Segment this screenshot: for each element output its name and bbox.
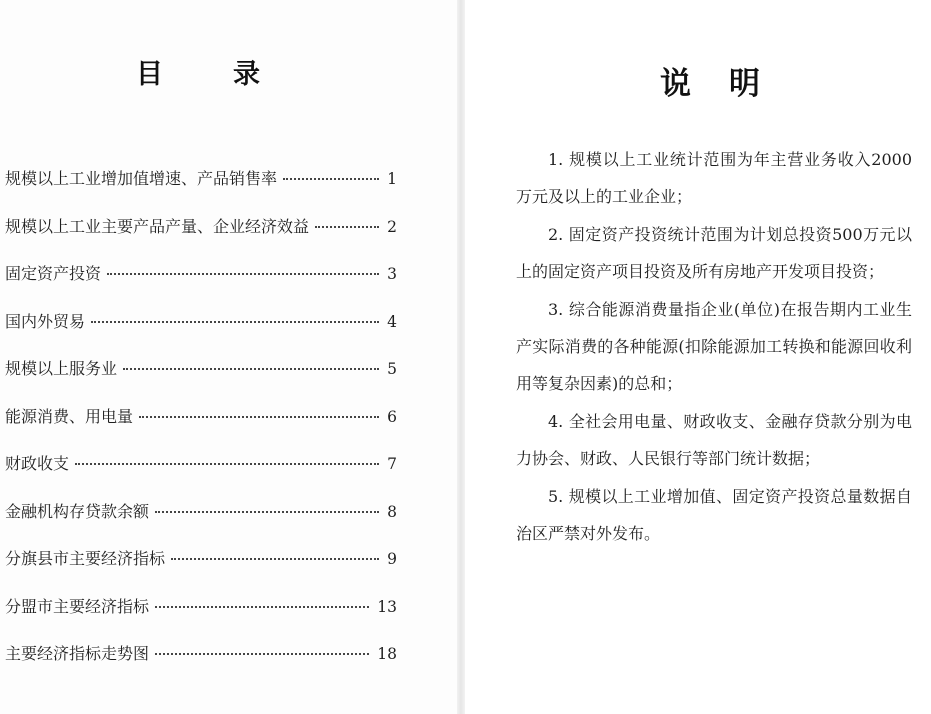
toc-title bbox=[136, 52, 260, 91]
note-paragraph: 2. 固定资产投资统计范围为计划总投资500万元以上的固定资产项目投资及所有房地产开发项目投资； bbox=[516, 224, 912, 282]
toc-entry-page: 6 bbox=[387, 407, 397, 426]
toc-entry[interactable] bbox=[5, 356, 397, 404]
toc-entry[interactable] bbox=[5, 261, 397, 309]
toc-leader-dots bbox=[139, 416, 379, 418]
toc-entry[interactable] bbox=[5, 166, 397, 214]
toc-entry-label: 规模以上工业主要产品产量、企业经济效益 bbox=[5, 216, 310, 236]
toc-entry-page: 4 bbox=[387, 312, 397, 331]
toc-entry-page: 13 bbox=[377, 597, 397, 616]
toc-entry-label: 规模以上服务业 bbox=[5, 359, 118, 378]
toc-entry-label: 规模以上工业增加值增速、产品销售率 bbox=[5, 169, 278, 188]
notes-page bbox=[465, 0, 931, 714]
toc-entry[interactable] bbox=[5, 309, 397, 357]
toc-leader-dots bbox=[155, 653, 369, 655]
toc-leader-dots bbox=[107, 273, 379, 275]
toc-entry-label: 能源消费、用电量 bbox=[5, 406, 134, 426]
toc-entry-label: 国内外贸易 bbox=[5, 311, 86, 331]
toc-leader-dots bbox=[283, 178, 379, 180]
toc-leader-dots bbox=[155, 606, 369, 608]
toc-entry[interactable] bbox=[5, 214, 397, 262]
toc-entry[interactable] bbox=[5, 499, 397, 547]
notes-body bbox=[516, 141, 912, 552]
toc-entry-label: 财政收支 bbox=[5, 454, 70, 473]
toc-leader-dots bbox=[75, 463, 379, 465]
toc-entry-page: 5 bbox=[387, 360, 397, 378]
toc-entry[interactable] bbox=[5, 404, 397, 452]
toc-entry-page: 18 bbox=[377, 645, 397, 663]
toc-entry-page: 9 bbox=[387, 550, 397, 568]
toc-entry-label: 分旗县市主要经济指标 bbox=[5, 549, 166, 568]
toc-entry-page: 1 bbox=[387, 170, 397, 188]
toc-entry-label: 主要经济指标走势图 bbox=[5, 644, 150, 663]
toc-entry-label: 金融机构存贷款余额 bbox=[5, 501, 150, 521]
notes-title-char-1: 说 bbox=[660, 66, 691, 102]
toc-list bbox=[5, 166, 397, 689]
note-paragraph: 1. 规模以上工业统计范围为年主营业务收入2000万元及以上的工业企业； bbox=[516, 150, 912, 207]
toc-entry[interactable] bbox=[5, 546, 397, 594]
toc-title-char-1: 目 bbox=[136, 59, 163, 90]
note-paragraph: 4. 全社会用电量、财政收支、金融存贷款分别为电力协会、财政、人民银行等部门统计数据； bbox=[516, 411, 912, 469]
toc-leader-dots bbox=[123, 368, 379, 370]
toc-entry[interactable] bbox=[5, 594, 397, 642]
toc-leader-dots bbox=[171, 558, 379, 560]
toc-entry[interactable] bbox=[5, 451, 397, 499]
toc-leader-dots bbox=[91, 321, 379, 323]
toc-leader-dots bbox=[315, 226, 379, 228]
toc-entry-label: 固定资产投资 bbox=[5, 264, 102, 283]
note-paragraph: 3. 综合能源消费量指企业(单位)在报告期内工业生产实际消费的各种能源(扣除能源加工转换和能源回收利用等复杂因素)的总和； bbox=[516, 299, 912, 394]
toc-title-char-2: 录 bbox=[233, 59, 260, 90]
toc-entry-page: 2 bbox=[387, 217, 397, 236]
notes-title-char-2: 明 bbox=[729, 66, 760, 102]
toc-entry-page: 3 bbox=[387, 265, 397, 283]
toc-leader-dots bbox=[155, 511, 379, 513]
note-paragraph: 5. 规模以上工业增加值、固定资产投资总量数据自治区严禁对外发布。 bbox=[516, 486, 912, 544]
toc-entry-label: 分盟市主要经济指标 bbox=[5, 596, 150, 616]
toc-entry-page: 8 bbox=[387, 502, 397, 521]
notes-title bbox=[660, 58, 760, 103]
toc-page bbox=[0, 0, 460, 714]
toc-entry[interactable] bbox=[5, 641, 397, 689]
page-gutter bbox=[457, 0, 465, 714]
toc-entry-page: 7 bbox=[387, 455, 397, 473]
